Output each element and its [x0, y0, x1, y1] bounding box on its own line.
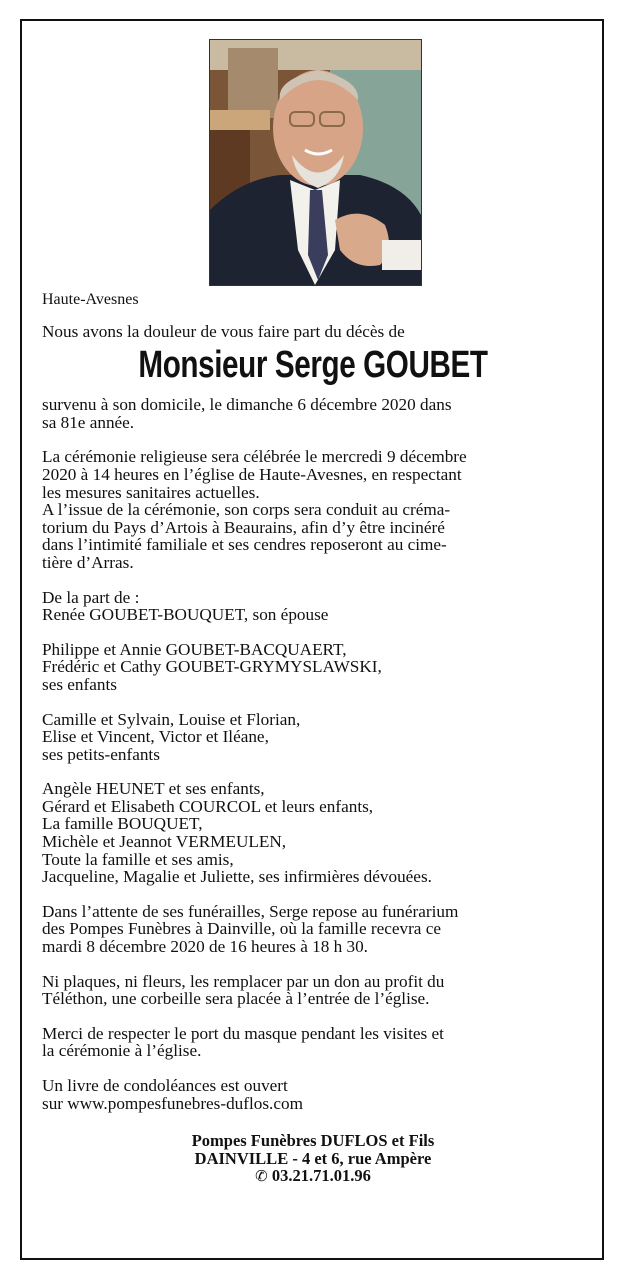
ceremony-paragraph: [42, 448, 584, 571]
text-line: La famille BOUQUET,: [42, 814, 203, 834]
phone-icon: ✆: [255, 1169, 268, 1186]
text-line: Merci de respecter le port du masque pendant les visites et: [42, 1023, 444, 1043]
grandchildren-section: [42, 711, 584, 764]
location-label: Haute-Avesnes: [42, 291, 139, 308]
portrait-photo: [209, 39, 422, 286]
from-section: [42, 589, 584, 624]
text-line: survenu à son domicile, le dimanche 6 décembre 2020 dans: [42, 395, 452, 415]
from-label: De la part de :: [42, 587, 140, 607]
condolences-paragraph: [42, 1077, 584, 1112]
text-line: Frédéric et Cathy GOUBET-GRYMYSLAWSKI,: [42, 657, 382, 677]
funeral-home-name: Pompes Funèbres DUFLOS et Fils: [191, 1131, 435, 1151]
text-line: Elise et Vincent, Victor et Iléane,: [42, 727, 269, 747]
text-line: les mesures sanitaires actuelles.: [42, 482, 260, 502]
mask-paragraph: [42, 1025, 584, 1060]
text-line: Jacqueline, Magalie et Juliette, ses infirmières dévouées.: [42, 867, 432, 887]
intro-text: Nous avons la douleur de vous faire part du décès de: [42, 321, 405, 341]
portrait-image-icon: [210, 40, 421, 285]
text-line: tière d’Arras.: [42, 552, 134, 572]
spouse-line: Renée GOUBET-BOUQUET, son épouse: [42, 605, 329, 625]
text-line: La cérémonie religieuse sera célébrée le mercredi 9 décembre: [42, 447, 467, 467]
text-line: ses enfants: [42, 674, 117, 694]
text-line: torium du Pays d’Artois à Beaurains, afin d’y être incinéré: [42, 517, 445, 537]
funeral-home-phone: [42, 1167, 584, 1187]
text-line: Michèle et Jeannot VERMEULEN,: [42, 832, 287, 852]
death-notice-paragraph: [42, 396, 584, 431]
text-line: Gérard et Elisabeth COURCOL et leurs enfants,: [42, 796, 374, 816]
funerarium-paragraph: [42, 903, 584, 956]
text-line: dans l’intimité familiale et ses cendres reposeront au cime-: [42, 535, 447, 555]
text-line: Angèle HEUNET et ses enfants,: [42, 779, 265, 799]
text-line: ses petits-enfants: [42, 744, 160, 764]
text-line: la cérémonie à l’église.: [42, 1041, 202, 1061]
text-line: mardi 8 décembre 2020 de 16 heures à 18 h 30.: [42, 937, 368, 957]
text-line: Camille et Sylvain, Louise et Florian,: [42, 709, 301, 729]
text-line: Toute la famille et ses amis,: [42, 849, 234, 869]
obituary-notice-frame: [20, 19, 604, 1260]
text-line: Philippe et Annie GOUBET-BACQUAERT,: [42, 639, 347, 659]
condolences-link[interactable]: sur www.pompesfunebres-duflos.com: [42, 1093, 303, 1113]
flowers-paragraph: [42, 973, 584, 1008]
text-line: Un livre de condoléances est ouvert: [42, 1076, 288, 1095]
text-line: Téléthon, une corbeille sera placée à l’entrée de l’église.: [42, 989, 430, 1009]
other-family-section: [42, 780, 584, 886]
text-line: sa 81e année.: [42, 412, 135, 432]
funeral-home-address: DAINVILLE - 4 et 6, rue Ampère: [194, 1148, 432, 1168]
phone-number: 03.21.71.01.96: [271, 1166, 371, 1186]
text-line: Dans l’attente de ses funérailles, Serge repose au funérarium: [42, 901, 459, 921]
children-section: [42, 641, 584, 694]
text-line: des Pompes Funèbres à Dainville, où la famille recevra ce: [42, 919, 441, 939]
obituary-content: [42, 291, 584, 1187]
funeral-home-footer: [42, 1132, 584, 1187]
text-line: 2020 à 14 heures en l’église de Haute-Avesnes, en respectant: [42, 464, 462, 484]
text-line: A l’issue de la cérémonie, son corps sera conduit au créma-: [42, 500, 451, 520]
text-line: Ni plaques, ni fleurs, les remplacer par un don au profit du: [42, 971, 445, 991]
deceased-name-heading: Monsieur Serge GOUBET: [138, 344, 488, 387]
